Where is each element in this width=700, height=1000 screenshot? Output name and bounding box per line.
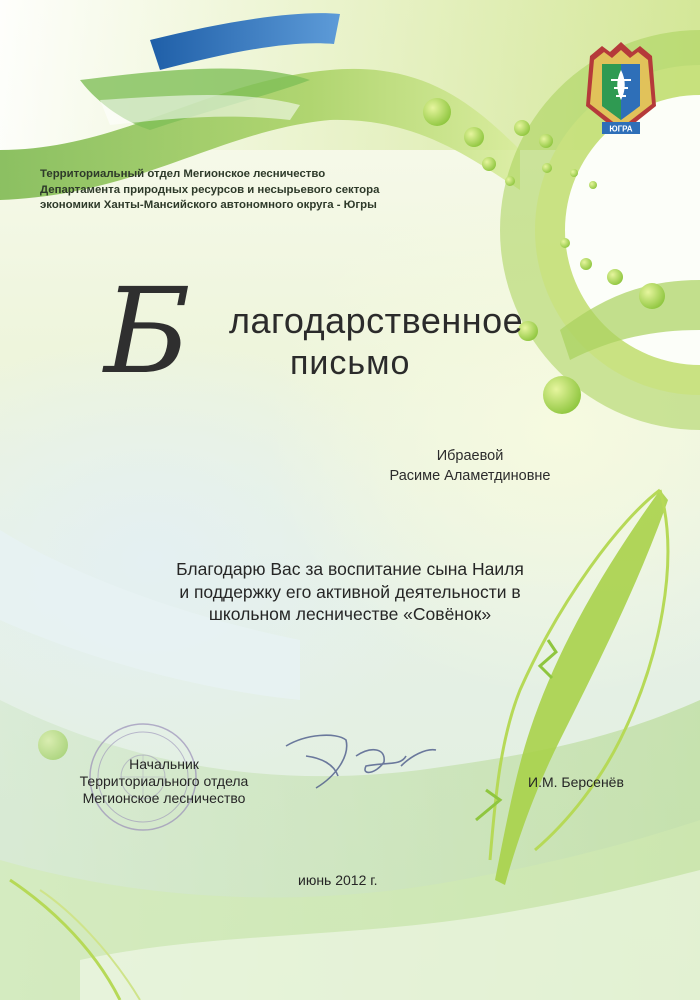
gratitude-line: Благодарю Вас за воспитание сына Наиля bbox=[176, 559, 524, 579]
signatory-title bbox=[64, 756, 264, 807]
issuer-line: Департамента природных ресурсов и несырьевого сектора bbox=[40, 183, 380, 196]
issuer-line: экономики Ханты-Мансийского автономного округа - Югры bbox=[40, 199, 377, 211]
signatory-name: И.М. Берсенёв bbox=[528, 774, 624, 790]
coat-of-arms-icon bbox=[580, 36, 662, 142]
gratitude-text bbox=[120, 558, 580, 626]
document-title bbox=[104, 262, 624, 400]
signatory-title-line: Начальник bbox=[129, 756, 199, 772]
issue-date: июнь 2012 г. bbox=[298, 872, 378, 888]
recipient-surname: Ибраевой bbox=[436, 448, 504, 464]
gratitude-line: школьном лесничестве «Совёнок» bbox=[208, 604, 492, 624]
issuer-line: Территориальный отдел Мегионское лесничество bbox=[40, 168, 326, 180]
title-line-1: лагодарственное bbox=[229, 300, 524, 341]
title-line-2: письмо bbox=[290, 344, 411, 382]
signature bbox=[276, 726, 446, 806]
title-initial: Б bbox=[104, 262, 191, 400]
recipient-name: Расиме Аламетдиновне bbox=[389, 468, 551, 484]
gratitude-line: и поддержку его активной деятельности в bbox=[179, 581, 521, 602]
svg-text:ЮГРА: ЮГРА bbox=[609, 124, 633, 134]
issuer-header bbox=[40, 167, 480, 214]
signatory-title-line: Мегионское лесничество bbox=[82, 790, 246, 806]
signatory-title-line: Территориального отдела bbox=[79, 773, 249, 789]
recipient-block bbox=[360, 446, 580, 486]
